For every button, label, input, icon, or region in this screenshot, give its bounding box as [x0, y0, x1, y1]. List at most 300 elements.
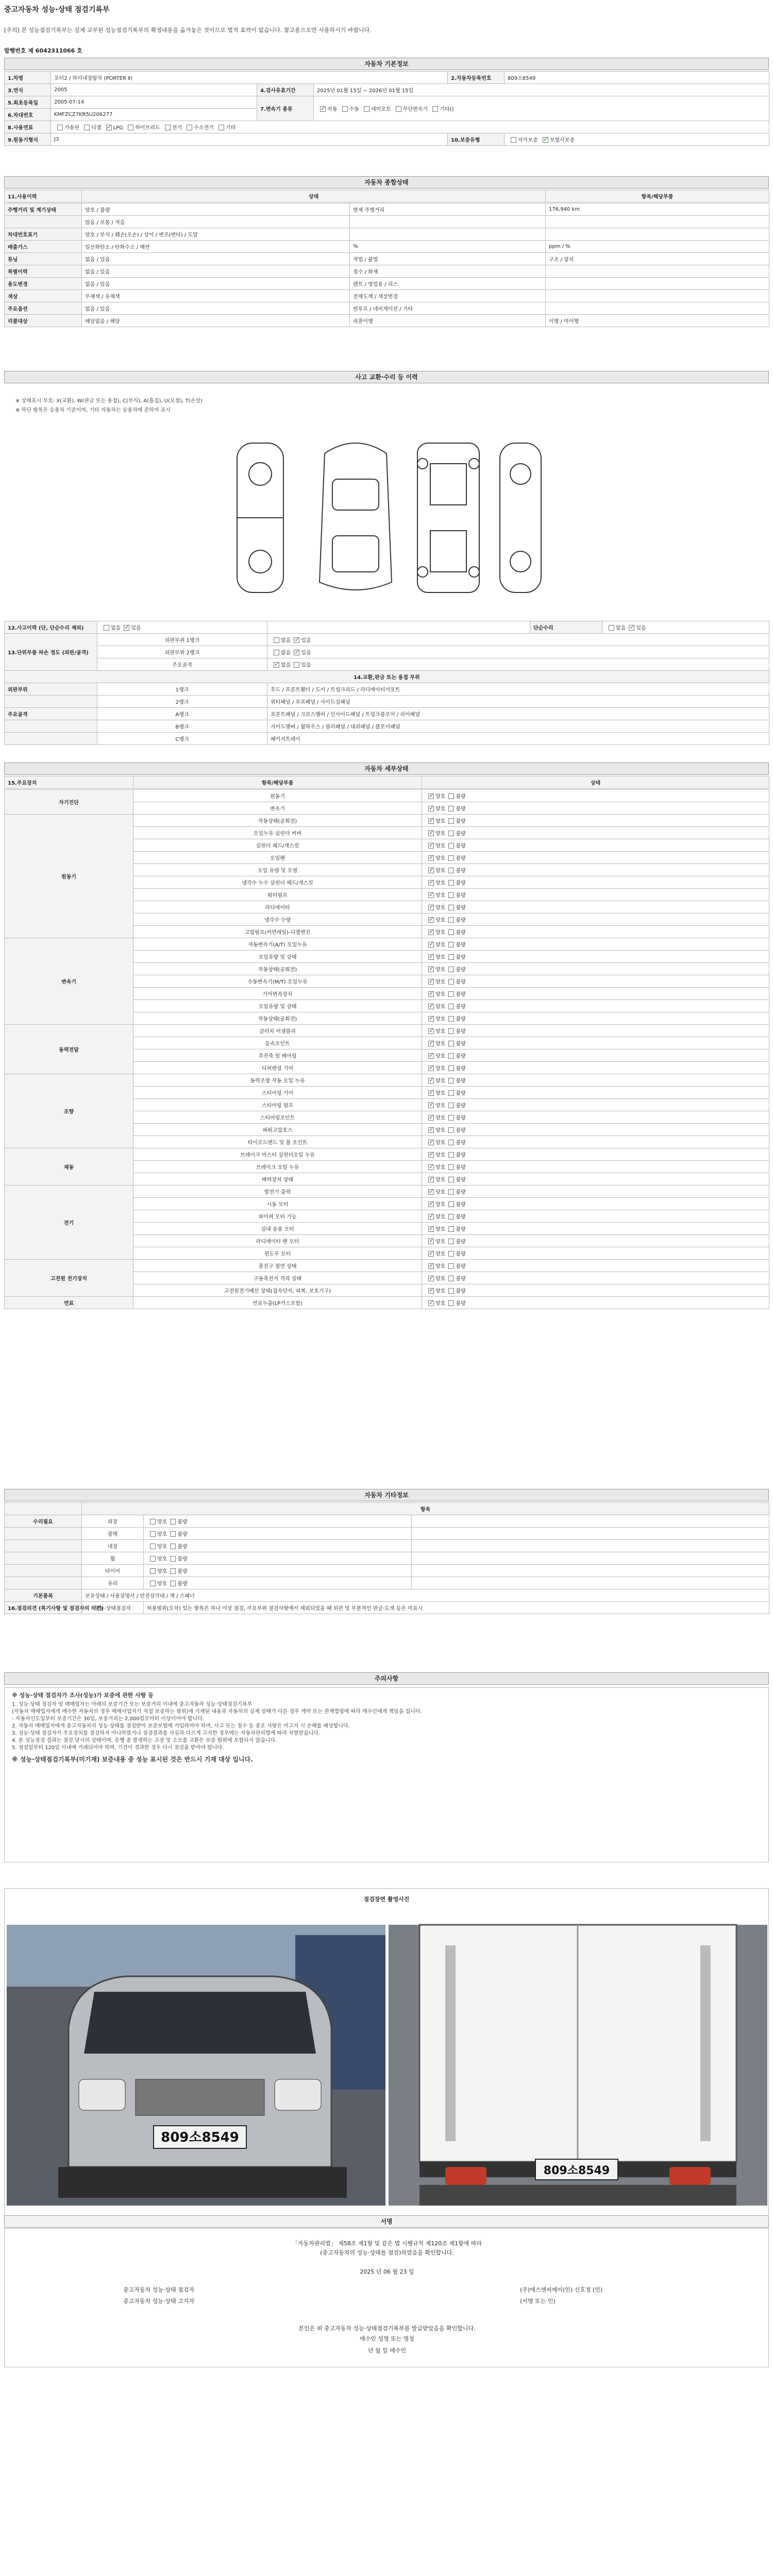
detail-group-name: 동력전달 [5, 1025, 133, 1074]
state-label: 불량 [456, 806, 466, 812]
sign-line4: 매수인 성명 또는 명칭 [359, 2335, 415, 2342]
state-label: 불량 [456, 1103, 466, 1109]
label-simple-repair: 단순수리 [530, 621, 602, 634]
checkbox-icon [428, 979, 434, 985]
detail-item-state [422, 1049, 769, 1062]
label-damage-rank: 13.단위부품 파손 정도 (외판/골격) [5, 634, 97, 671]
caution-line: - 자동차인도일부터 보증기간은 30일, 보증거리는 2,000킬로미터 이상이어야 합니다. [12, 1716, 205, 1722]
overall-row [5, 253, 769, 265]
rear-plate-text: 809소8549 [543, 2164, 610, 2177]
car-top-view [320, 443, 392, 590]
extra-item-name: 광택 [82, 1528, 144, 1540]
detail-item-state [422, 1025, 769, 1037]
checkbox-icon [428, 1152, 434, 1158]
basic-items-label: 기본품목 [5, 1589, 82, 1602]
overall-cell [546, 228, 769, 241]
checkbox-icon [342, 106, 348, 112]
legend-note: ※ 하단 항목은 승용차 기준이며, 기타 자동차는 승용차에 준하여 표시 [15, 408, 171, 413]
checker-name: (주)에스엔씨에이(인) 신호정 (인) [520, 2286, 603, 2293]
overall-head-state: 상태 [82, 190, 546, 202]
state-label: 양호 [435, 1029, 446, 1035]
detail-item-name: 타이로드엔드 및 볼 조인트 [133, 1136, 422, 1148]
main-frame-options: ✓ 없음 있음 [267, 658, 769, 671]
overall-cell [546, 302, 769, 315]
overall-cell: 일산화탄소 / 탄화수소 / 매연 [82, 241, 350, 253]
detail-group-name: 연료 [5, 1297, 133, 1309]
state-label: 불량 [456, 1054, 466, 1059]
extra-row [5, 1540, 769, 1552]
label-car-name: 1.차명 [5, 72, 51, 84]
section-sign: 서명 [4, 2215, 769, 2228]
detail-item-state [422, 1260, 769, 1272]
checkbox-icon [448, 942, 454, 947]
detail-item-state [422, 1161, 769, 1173]
state-label: 불량 [456, 1227, 466, 1232]
checkbox-icon [448, 929, 454, 935]
option-label: 디젤 [91, 125, 102, 131]
overall-cell: 썬루프 / 네비게이션 / 기타 [350, 302, 546, 315]
state-label: 불량 [456, 1289, 466, 1294]
state-label: 양호 [435, 992, 446, 997]
detail-item-state [422, 1062, 769, 1074]
detail-item-state [422, 852, 769, 864]
state-label: 양호 [435, 856, 446, 861]
front-photo [7, 1925, 385, 2206]
label-exchange-parts: 14.교환,판금 또는 용접 부위 [5, 671, 769, 683]
detail-item-state [422, 815, 769, 827]
state-label: 불량 [456, 979, 466, 985]
detail-item-name: 워터펌프 [133, 889, 422, 901]
checkbox-icon [448, 1214, 454, 1219]
overall-cell [546, 290, 769, 302]
checkbox-icon [428, 855, 434, 861]
state-label: 불량 [456, 1029, 466, 1035]
extra-head: 항목 [82, 1503, 769, 1515]
checkbox-icon [428, 868, 434, 873]
detail-item-name: 오일유량 및 상태 [133, 1000, 422, 1012]
state-label: 양호 [435, 942, 446, 948]
extra-row [5, 1528, 769, 1540]
detail-row [5, 938, 769, 951]
checkbox-icon [428, 917, 434, 923]
label-year: 3.연식 [5, 84, 51, 96]
state-label: 불량 [456, 1239, 466, 1245]
detail-item-name: 충전구 절연 상태 [133, 1260, 422, 1272]
overall-cell: 적법 / 불법 [350, 253, 546, 265]
wheel-rear-left [249, 550, 272, 573]
detail-item-name: 브레이크 오일 누유 [133, 1161, 422, 1173]
extra-row [5, 1552, 769, 1565]
label-first-reg: 5.최초등록일 [5, 96, 51, 109]
detail-item-state [422, 951, 769, 963]
overall-head-item: 항목/해당부품 [546, 190, 769, 202]
option-label: 기타() [440, 107, 454, 112]
option-label: 하이브리드 [135, 125, 160, 131]
extra-item-name: 외장 [82, 1515, 144, 1528]
state-label: 양호 [435, 843, 446, 849]
detail-item-name: 배력장치 상태 [133, 1173, 422, 1185]
detail-item-name: 윈도우 모터 [133, 1247, 422, 1260]
state-label: 양호 [435, 1066, 446, 1072]
detail-item-name: 변속기 [133, 802, 422, 815]
checkbox-icon [428, 1251, 434, 1257]
overall-row [5, 278, 769, 290]
checkbox-icon [428, 905, 434, 910]
caution-line: 1. 성능·상태 점검자 및 매매업자는 아래의 보증기간 또는 보증거리 이내에 중고자동차 성능·상태점검기록부 [12, 1702, 253, 1707]
overall-cell: 이행 / 미이행 [546, 315, 769, 327]
section-extra: 자동차 기타정보 [4, 1489, 769, 1501]
extra-item-name: 내장 [82, 1540, 144, 1552]
detail-head-table [4, 776, 769, 789]
transmission-options [314, 96, 769, 121]
state-label: 불량 [456, 967, 466, 973]
checkbox-icon [219, 125, 224, 130]
detail-item-name: 냉각수 수량 [133, 913, 422, 926]
value-first-reg: 2005-07-14 [51, 96, 257, 109]
photo-section-title: 점검장면 촬영사진 [363, 1896, 410, 1903]
option-label: 가솔린 [64, 125, 79, 131]
detail-item-state [422, 802, 769, 815]
checkbox-icon [428, 967, 434, 972]
overall-cell: 주요옵션 [5, 302, 82, 315]
detail-group-name: 자기진단 [5, 790, 133, 815]
checkbox-icon [320, 106, 326, 112]
extra-group [5, 1565, 82, 1577]
state-label: 양호 [435, 893, 446, 899]
detail-item-name: 구동축전지 격리 상태 [133, 1272, 422, 1284]
state-label: 불량 [456, 1066, 466, 1072]
detail-item-state [422, 963, 769, 975]
caution-line: 3. 성능·상태 점검자가 주요장치를 점검하지 아니하였거나 점검결과를 사실과 다르게 고지한 경우에는 자동차관리법에 따라 처벌받습니다. [12, 1731, 321, 1736]
checkbox-icon [448, 1016, 454, 1022]
detail-row [5, 1148, 769, 1161]
checkbox-icon [428, 831, 434, 836]
extra-group [5, 1577, 82, 1589]
detail-item-name: 클러치 어셈블리 [133, 1025, 422, 1037]
option-label: 자동 [327, 107, 338, 112]
state-label: 양호 [435, 1301, 446, 1307]
state-label: 불량 [456, 1165, 466, 1171]
state-label: 불량 [456, 794, 466, 800]
detail-item-name: 스티어링조인트 [133, 1111, 422, 1124]
state-label: 불량 [456, 1140, 466, 1146]
section-accident: 사고 교환·수리 등 이력 [4, 371, 769, 383]
accident-table: 12.사고이력 (단, 단순수리 제외) 없음✓ 있음 단순수리 없음✓ 있음 13.단위부품 파손 정도 (외판/골격) 외판부위 1랭크 없음✓ 있음 외판부위 2랭크 없음✓ 있음 주요골격 ✓ 없음 있음 14.교환,판금 또는 용접 부위 외판부위 1랭크 후드 / 프론트휀더 / 도어 / 트렁크리드 / 라디에이터서포트 2랭크 쿼터패널 / 루프패널 / 사이드실패널 주요골격 A랭크 프론트패널 / 크로스멤버 / 인사이드패널 / 트렁크플로어 / 리어패널 B랭크 사이드멤버 / 휠하우스 / 필러패널 / 대쉬패널 / 플로어패널 C랭크 패키지트레이 [4, 621, 769, 745]
checkbox-icon [428, 1189, 434, 1195]
extra-item-state: 양호 불량 [144, 1528, 412, 1540]
overall-cell: 양호 / 불량 [82, 204, 350, 216]
caution-warning: ※ 성능·상태점검기록부(미기재) 보증내용 중 성능 표시된 것은 반드시 기재 대상 입니다. [12, 1756, 253, 1763]
checkbox-icon [150, 1556, 156, 1562]
detail-item-state [422, 1185, 769, 1198]
overall-cell [546, 216, 769, 228]
state-label: 불량 [456, 942, 466, 948]
state-label: 불량 [456, 1041, 466, 1047]
state-label: 양호 [435, 1177, 446, 1183]
detail-group-name: 조향 [5, 1074, 133, 1148]
extra-item-state: 양호 불량 [144, 1515, 412, 1528]
state-label: 양호 [435, 1004, 446, 1010]
outer-rank1-options: 없음✓ 있음 [267, 634, 769, 646]
overall-cell: 없음 / 있음 [82, 253, 350, 265]
overall-cell: 전체도색 / 색상변경 [350, 290, 546, 302]
checkbox-icon [448, 1189, 454, 1195]
state-label: 불량 [456, 1128, 466, 1133]
checkbox-icon [448, 855, 454, 861]
car-side-right [500, 443, 541, 592]
overall-cell [546, 278, 769, 290]
overall-cell: 주행거리 및 계기상태 [5, 204, 82, 216]
checkbox-icon [294, 650, 299, 655]
overall-cell: 현재 주행거리 [350, 204, 546, 216]
overall-cell: ppm / % [546, 241, 769, 253]
detail-item-name: 라디에이터 팬 모터 [133, 1235, 422, 1247]
detail-item-state [422, 913, 769, 926]
sign-area [4, 2228, 769, 2367]
state-label: 불량 [456, 1214, 466, 1220]
state-label: 불량 [456, 856, 466, 861]
checkbox-icon [428, 1028, 434, 1034]
detail-item-state [422, 938, 769, 951]
state-label: 불량 [456, 955, 466, 960]
checkbox-icon [428, 1127, 434, 1133]
caution-line: 2. 자동차 매매업자에게 중고자동차의 성능·상태를 점검받아 보증보험에 가입하여야 하며, 사고 또는 침수 등 중요 사항은 미고지 시 손해를 배상합니다. [12, 1723, 350, 1729]
option-label: 기타 [226, 125, 236, 131]
extra-group: 수리필요 [5, 1515, 82, 1528]
overall-row [5, 315, 769, 327]
checkbox-icon [170, 1531, 176, 1537]
sign-line1: 「자동차관리법」 제58조 제1항 및 같은 법 시행규칙 제120조 제1항에 따라 [292, 2240, 482, 2247]
checkbox-icon [448, 1164, 454, 1170]
sign-date2: 년 월 일 매수인 [367, 2347, 407, 2354]
option-label: 보험사보증 [549, 138, 575, 143]
overall-cell [546, 265, 769, 278]
detail-row [5, 1297, 769, 1309]
checkbox-icon [448, 818, 454, 824]
overall-cell: 색상 [5, 290, 82, 302]
state-label: 양호 [435, 1264, 446, 1269]
checkbox-icon [150, 1568, 156, 1574]
overall-cell: 리콜대상 [5, 315, 82, 327]
checkbox-icon [448, 1288, 454, 1294]
state-label: 양호 [435, 1214, 446, 1220]
detail-item-state [422, 1210, 769, 1223]
checkbox-icon [448, 979, 454, 985]
checkbox-icon [448, 868, 454, 873]
car-frame-view [417, 443, 479, 592]
extra-table [4, 1502, 769, 1614]
overall-cell: 차대번호표기 [5, 228, 82, 241]
overall-cell: 무채색 / 유채색 [82, 290, 350, 302]
section-caution: 주의사항 [4, 1672, 769, 1685]
checkbox-icon [428, 991, 434, 997]
extra-group [5, 1528, 82, 1540]
sign-date: 2025 년 06 월 23 일 [360, 2268, 414, 2275]
checkbox-icon [428, 1103, 434, 1108]
checkbox-icon [150, 1581, 156, 1586]
overall-cell: 없음 / 있음 [82, 265, 350, 278]
checkbox-icon [428, 1239, 434, 1244]
detail-group-name: 고전원 전기장치 [5, 1260, 133, 1297]
state-label: 양호 [435, 1153, 446, 1158]
checkbox-icon [428, 806, 434, 811]
state-label: 양호 [435, 1239, 446, 1245]
overall-cell: 구조 / 장치 [546, 253, 769, 265]
opinion-label: 16.점검의견 (특기사항 및 점검자의 의견) [5, 1602, 82, 1614]
detail-item-state [422, 1223, 769, 1235]
sign-line2: (중고자동차의 성능·상태를 점검)하였음을 확인합니다. [320, 2249, 454, 2256]
option-label: 세미오토 [371, 107, 391, 112]
car-diagram [227, 433, 546, 603]
detail-row [5, 815, 769, 827]
checkbox-icon [428, 1140, 434, 1145]
label-outer-rank2: 외판부위 2랭크 [97, 646, 267, 658]
overall-cell: 침수 / 화재 [350, 265, 546, 278]
opinion-text: 허용범위(오차) 있는 항목은 하나 이상 점검, 주요부위 점검사항에서 제외되었을 때 외관 및 부분적인 판금·도색 등은 미표시 [144, 1602, 769, 1614]
overall-cell: 용도변경 [5, 278, 82, 290]
detail-item-state [422, 1247, 769, 1260]
checkbox-icon [448, 1090, 454, 1096]
state-label: 불량 [456, 1177, 466, 1183]
value-year: 2005 [51, 84, 257, 96]
value-reg-number: 809소8549 [505, 72, 769, 84]
detail-item-name: 고전원전기배선 상태(접속단자, 피복, 보호기구) [133, 1284, 422, 1297]
checkbox-icon [448, 843, 454, 849]
detail-item-state [422, 1198, 769, 1210]
checkbox-icon [428, 1115, 434, 1121]
state-label: 불량 [456, 880, 466, 886]
detail-item-state [422, 1074, 769, 1087]
detail-item-name: 발전기 출력 [133, 1185, 422, 1198]
option-label: 자가보증 [518, 138, 538, 143]
checkbox-icon [428, 1201, 434, 1207]
sign-line3: 본인은 위 중고자동차 성능·상태점검기록부를 발급받았음을 확인합니다. [298, 2325, 476, 2332]
state-label: 양호 [435, 880, 446, 886]
checkbox-icon [170, 1544, 176, 1549]
notifier-label: 중고자동차 성능·상태 고지자 [123, 2298, 195, 2304]
detail-item-name: 연료누출(LP가스포함) [133, 1297, 422, 1309]
accident-history-options: 없음✓ 있음 [97, 621, 267, 634]
detail-item-state [422, 988, 769, 1000]
label-warranty: 10.보증유형 [448, 133, 505, 146]
state-label: 양호 [435, 1115, 446, 1121]
state-label: 양호 [435, 1289, 446, 1294]
option-label: 무단변속기 [402, 107, 428, 112]
notifier-name: (서명 또는 인) [520, 2298, 556, 2304]
option-label: 전기 [172, 125, 182, 131]
checkbox-icon [150, 1544, 156, 1549]
checkbox-icon [187, 125, 192, 130]
detail-item-name: 오일유량 및 상태 [133, 951, 422, 963]
caution-title: ※ 성능·상태 점검자가 조사(성능)가 보증에 관한 사항 등 [12, 1692, 154, 1699]
caution-line: 5. 점검일부터 120일 이내에 거래되어야 하며, 기간이 경과한 경우 다시 점검을 받아야 합니다. [12, 1745, 224, 1751]
detail-item-state [422, 1235, 769, 1247]
state-label: 불량 [456, 1016, 466, 1022]
checkbox-icon [448, 1078, 454, 1083]
checkbox-icon [428, 1016, 434, 1022]
detail-item-name: 스티어링 기어 [133, 1087, 422, 1099]
checker-label: 중고자동차 성능·상태 점검자 [123, 2286, 195, 2293]
checkbox-icon [428, 892, 434, 898]
state-label: 불량 [456, 918, 466, 923]
overall-row [5, 290, 769, 302]
overall-table [4, 190, 769, 202]
state-label: 불량 [456, 843, 466, 849]
state-label: 양호 [435, 1041, 446, 1047]
label-inspection-valid: 4.검사유효기간 [257, 84, 314, 96]
extra-item-state: 양호 불량 [144, 1577, 412, 1589]
detail-item-state [422, 876, 769, 889]
detail-rows [4, 789, 769, 1309]
detail-item-state [422, 1037, 769, 1049]
state-label: 양호 [435, 806, 446, 812]
detail-item-state [422, 901, 769, 913]
state-label: 불량 [456, 1153, 466, 1158]
checkbox-icon [428, 793, 434, 799]
checkbox-icon [428, 1164, 434, 1170]
document-title: 중고자동차 성능·상태 점검기록부 [4, 6, 110, 14]
checkbox-icon [448, 831, 454, 836]
checkbox-icon [106, 125, 112, 130]
checkbox-icon [448, 1140, 454, 1145]
option-label: 수소전기 [194, 125, 214, 131]
state-label: 양호 [435, 1091, 446, 1096]
state-label: 불량 [456, 1251, 466, 1257]
checkbox-icon [104, 625, 109, 631]
state-label: 양호 [435, 794, 446, 800]
section-detail: 자동차 세부상태 [4, 762, 769, 775]
extra-item-state: 양호 불량 [144, 1565, 412, 1577]
checkbox-icon [609, 625, 614, 631]
checkbox-icon [428, 1041, 434, 1046]
detail-item-name: 원동기 [133, 790, 422, 802]
checkbox-icon [448, 806, 454, 811]
overall-cell: % [350, 241, 546, 253]
overall-head-usage: 11.사용이력 [5, 190, 82, 202]
extra-item-state: 양호 불량 [144, 1540, 412, 1552]
detail-item-name: 실린더 헤드/개스킷 [133, 839, 422, 852]
overall-row [5, 265, 769, 278]
basic-info-table [4, 71, 769, 146]
overall-cell [5, 216, 82, 228]
state-label: 불량 [456, 1276, 466, 1282]
state-label: 양호 [435, 1165, 446, 1171]
overall-cell: 배출가스 [5, 241, 82, 253]
detail-item-state [422, 1087, 769, 1099]
checkbox-icon [448, 1127, 454, 1133]
wheel-front-left [249, 463, 272, 485]
detail-group-name: 원동기 [5, 815, 133, 938]
state-label: 양호 [435, 831, 446, 837]
value-engine-type: J3 [51, 133, 448, 146]
state-label: 불량 [456, 930, 466, 936]
checkbox-icon [448, 1300, 454, 1306]
checkbox-icon [428, 1276, 434, 1281]
detail-row [5, 1074, 769, 1087]
detail-item-state [422, 1148, 769, 1161]
detail-row [5, 1260, 769, 1272]
checkbox-icon [57, 125, 63, 130]
label-engine-type: 9.원동기형식 [5, 133, 51, 146]
checkbox-icon [150, 1519, 156, 1524]
state-label: 불량 [456, 1078, 466, 1084]
checkbox-icon [428, 1226, 434, 1232]
detail-item-name: 파워고압호스 [133, 1124, 422, 1136]
checkbox-icon [448, 917, 454, 923]
overall-cell: 렌트 / 영업용 / 리스 [350, 278, 546, 290]
overall-cell: 리콜이행 [350, 315, 546, 327]
overall-row [5, 228, 769, 241]
